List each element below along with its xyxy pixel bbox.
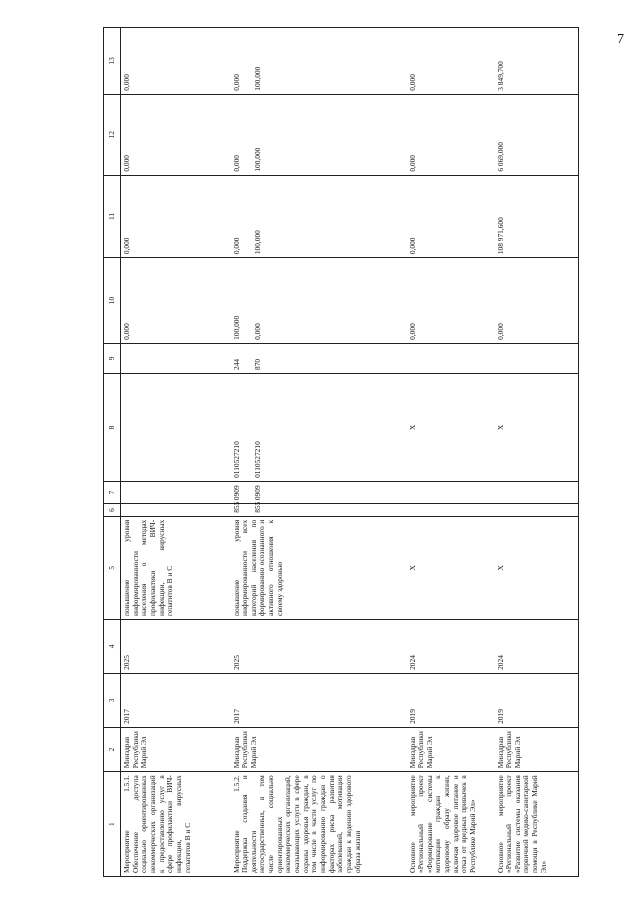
col-header-3: 3	[104, 673, 121, 727]
executor: Минздрав Республики Марий Эл	[231, 727, 407, 771]
code-cell: 0909	[231, 481, 252, 503]
end-year: 2025	[121, 619, 231, 673]
code-cell	[121, 504, 231, 517]
code-cell: 244	[231, 343, 252, 373]
col-header-6: 6	[104, 504, 121, 517]
executor: Минздрав Республики Марий Эл	[121, 727, 231, 771]
col-header-7: 7	[104, 481, 121, 503]
amount-cell: 0,000	[407, 258, 495, 344]
code-cell	[495, 504, 579, 517]
col-header-10: 10	[104, 258, 121, 344]
start-year: 2017	[231, 673, 407, 727]
expected-result: повышение уровня информированности населения о методах профилактики ВИЧ-инфекции, вирусных гепатитов В и С	[121, 516, 231, 619]
code-cell: 855	[231, 504, 252, 517]
code-cell	[495, 343, 579, 373]
amount-cell: 0,000	[407, 28, 495, 95]
amount-cell: 0,000	[231, 175, 252, 258]
end-year: 2025	[231, 619, 407, 673]
start-year: 2017	[121, 673, 231, 727]
amount-cell: 0,000	[121, 175, 231, 258]
page-number: 7	[617, 32, 624, 47]
expected-result: Х	[495, 516, 579, 619]
executor: Минздрав Республики Марий Эл	[407, 727, 495, 771]
table-row	[407, 28, 495, 877]
code-cell: Х	[407, 374, 495, 482]
amount-cell: 0,000	[252, 258, 407, 344]
code-cell: 0110527210	[252, 374, 407, 482]
amount-cell: 108 971,600	[495, 175, 579, 258]
amount-cell: 100,000	[252, 175, 407, 258]
code-cell: Х	[495, 374, 579, 482]
event-name: Основное мероприятие «Региональный проект «Формирование системы мотивации граждан к здоровому образу жизни, включая здоровое питание и отказ от вредных привычек в Республике Марий Эл»	[407, 772, 495, 877]
code-cell: 855	[252, 504, 407, 517]
col-header-13: 13	[104, 28, 121, 95]
amount-cell: 100,000	[252, 94, 407, 175]
event-name: Основное мероприятие «Региональный проект «Развитие системы оказания первичной медико-санитарной помощи в Республике Марий Эл»	[495, 772, 579, 877]
col-header-1: 1	[104, 772, 121, 877]
amount-cell: 0,000	[121, 258, 231, 344]
code-cell	[407, 343, 495, 373]
amount-cell: 3 849,700	[495, 28, 579, 95]
amount-cell: 0,000	[407, 94, 495, 175]
col-header-11: 11	[104, 175, 121, 258]
rotated-page	[103, 27, 613, 877]
start-year: 2019	[407, 673, 495, 727]
amount-cell: 0,000	[231, 94, 252, 175]
code-cell	[407, 504, 495, 517]
amount-cell: 100,000	[231, 258, 252, 344]
table-row	[231, 28, 252, 877]
amount-cell: 0,000	[495, 258, 579, 344]
program-table	[103, 27, 579, 877]
amount-cell: 0,000	[121, 28, 231, 95]
end-year: 2024	[407, 619, 495, 673]
table-row	[495, 28, 579, 877]
executor: Минздрав Республики Марий Эл	[495, 727, 579, 771]
table-row	[121, 28, 231, 877]
code-cell: 0909	[252, 481, 407, 503]
start-year: 2019	[495, 673, 579, 727]
amount-cell: 6 069,000	[495, 94, 579, 175]
amount-cell: 0,000	[231, 28, 252, 95]
expected-result: Х	[407, 516, 495, 619]
code-cell	[121, 343, 231, 373]
code-cell	[121, 481, 231, 503]
col-header-2: 2	[104, 727, 121, 771]
header-row	[104, 28, 121, 877]
event-name: Мероприятие 1.5.2. Поддержка создания и деятельности негосударственных, в том числе социально ориентированных некоммерческих организаций, оказывающих услуги в сфере охраны здоровья граждан, в том числе в части услуг по информированию граждан о факторах риска развития заболеваний, мотивации граждан к ведению здорового образа жизни	[231, 772, 407, 877]
code-cell: 0110527210	[231, 374, 252, 482]
code-cell	[121, 374, 231, 482]
amount-cell: 0,000	[121, 94, 231, 175]
col-header-8: 8	[104, 374, 121, 482]
event-name: Мероприятие 1.5.1. Обеспечение доступа социально ориентированных некоммерческих организаций к предоставлению услуг в сфере профилактики ВИЧ-инфекции, вирусных гепатитов В и С	[121, 772, 231, 877]
expected-result: повышение уровня информированности всех категорий населения по формированию осознанного и активного отношения к своему здоровью	[231, 516, 407, 619]
code-cell	[495, 481, 579, 503]
code-cell: 870	[252, 343, 407, 373]
end-year: 2024	[495, 619, 579, 673]
col-header-4: 4	[104, 619, 121, 673]
amount-cell: 0,000	[407, 175, 495, 258]
amount-cell: 100,000	[252, 28, 407, 95]
col-header-12: 12	[104, 94, 121, 175]
col-header-9: 9	[104, 343, 121, 373]
col-header-5: 5	[104, 516, 121, 619]
code-cell	[407, 481, 495, 503]
